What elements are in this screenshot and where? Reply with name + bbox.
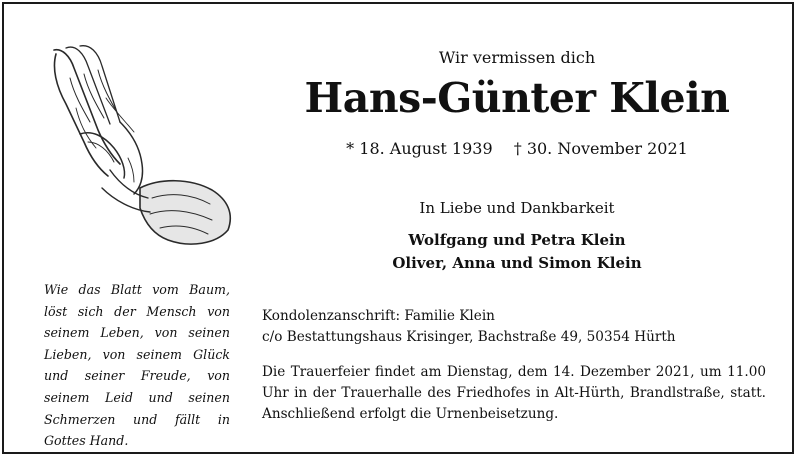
family-line-1: Wolfgang und Petra Klein <box>408 231 626 249</box>
birth-date: * 18. August 1939 <box>346 139 493 158</box>
death-date: † 30. November 2021 <box>513 139 688 158</box>
condolence-line-1: Kondolenzanschrift: Familie Klein <box>262 308 495 324</box>
dedication-text: In Liebe und Dankbarkeit <box>419 199 615 217</box>
ceremony-info: Die Trauerfeier findet am Dienstag, dem 14. Dezember 2021, um 11.00 Uhr in der Trauerhalle des Friedhofes in Alt-Hürth, Brandlstraße, statt. Anschließend erfolgt die Urnenbeisetzung. <box>262 364 766 422</box>
condolence-address <box>262 306 772 348</box>
intro-text: Wir vermissen dich <box>438 48 596 67</box>
family-line-2: Oliver, Anna und Simon Klein <box>392 254 642 272</box>
life-dates <box>262 139 772 158</box>
deceased-name: Hans-Günter Klein <box>304 74 730 122</box>
family-names <box>262 229 772 275</box>
obituary-frame <box>2 2 794 454</box>
praying-hands-icon <box>40 38 236 256</box>
memorial-poem: Wie das Blatt vom Baum, löst sich der Mensch von seinem Leben, von seinen Lieben, von seinem Glück und seiner Freude, von seinem Leid und seinen Schmerzen und fällt in Gottes Hand. <box>44 282 230 449</box>
condolence-line-2: c/o Bestattungshaus Krisinger, Bachstraße 49, 50354 Hürth <box>262 329 676 345</box>
